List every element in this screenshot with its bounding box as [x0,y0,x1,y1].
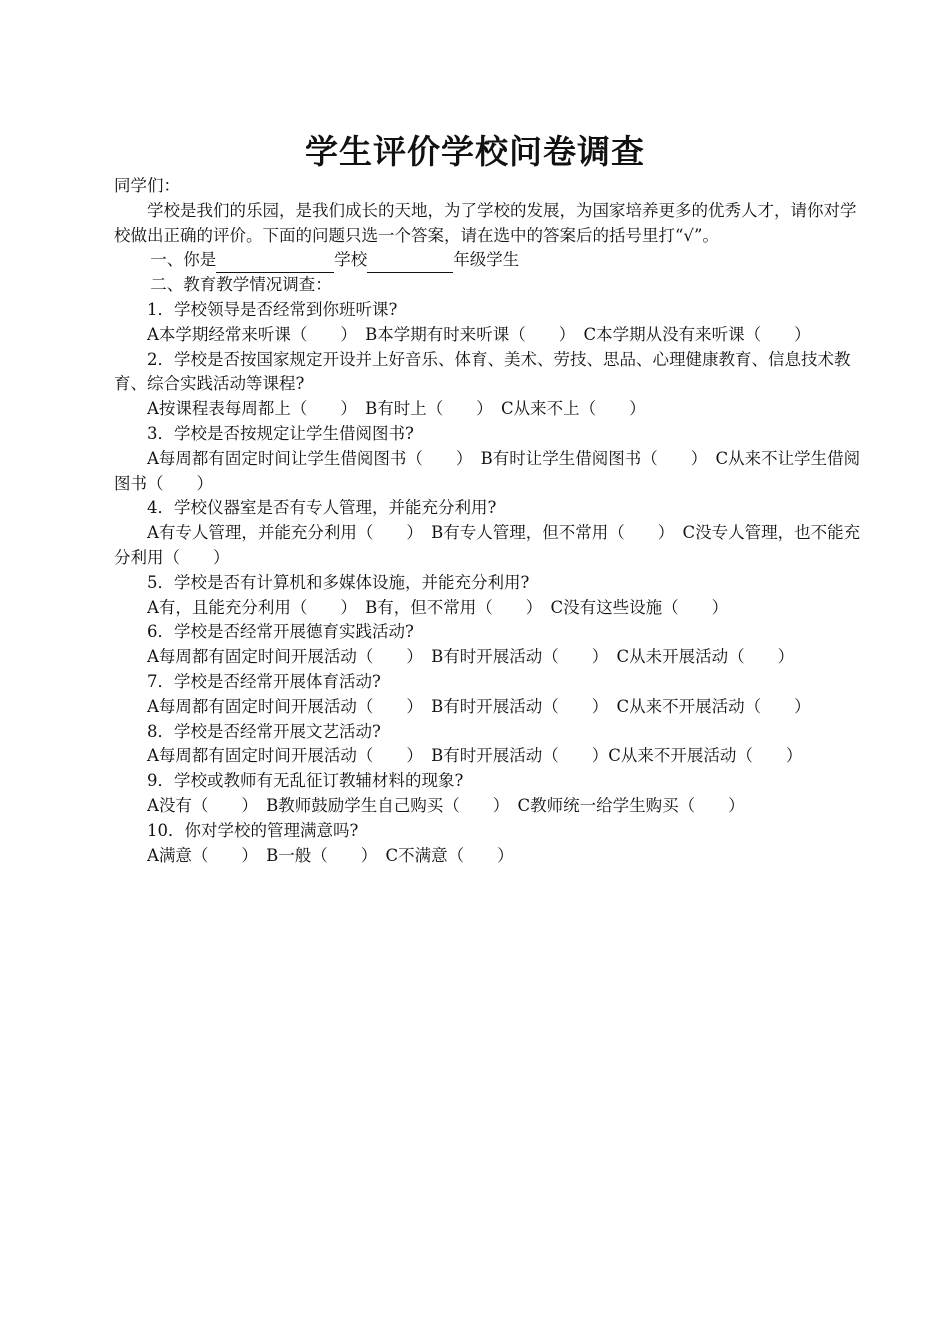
survey-body [114,174,864,868]
section-1-suffix: 年级学生 [453,250,520,270]
question-5: 5．学校是否有计算机和多媒体设施，并能充分利用? [147,572,530,592]
question-2: 2．学校是否按国家规定开设并上好音乐、体育、美术、劳技、思品、心理健康教育、信息技术教育、综合实践活动等课程? [114,349,851,394]
question-1: 1．学校领导是否经常到你班听课? [147,299,398,319]
section-1-line [114,248,864,273]
question-10: 10．你对学校的管理满意吗? [147,820,359,840]
question-8-options: A每周都有固定时间开展活动（ ） B有时开展活动（ ）C从来不开展活动（ ） [147,746,803,766]
question-7-options: A每周都有固定时间开展活动（ ） B有时开展活动（ ） C从来不开展活动（ ） [147,696,811,716]
question-7: 7．学校是否经常开展体育活动? [147,671,381,691]
question-4-options: A有专人管理，并能充分利用（ ） B有专人管理，但不常用（ ） C没专人管理，也不能充分利用（ ） [114,523,861,567]
section-2-title: 二、教育教学情况调查： [150,275,332,295]
school-blank[interactable] [216,254,334,273]
grade-blank[interactable] [367,254,453,273]
intro-paragraph: 学校是我们的乐园，是我们成长的天地，为了学校的发展，为国家培养更多的优秀人才，请你对学校做出正确的评价。下面的问题只选一个答案，请在选中的答案后的括号里打“√”。 [114,200,857,245]
question-3: 3．学校是否按规定让学生借阅图书? [147,423,414,443]
question-6: 6．学校是否经常开展德育实践活动? [147,622,414,642]
question-1-options: A本学期经常来听课（ ） B本学期有时来听课（ ） C本学期从没有来听课（ ） [147,324,811,344]
question-9-options: A没有（ ） B教师鼓励学生自己购买（ ） C教师统一给学生购买（ ） [147,795,745,815]
question-4: 4．学校仪器室是否有专人管理，并能充分利用? [147,498,497,518]
question-6-options: A每周都有固定时间开展活动（ ） B有时开展活动（ ） C从未开展活动（ ） [147,647,795,667]
question-9: 9．学校或教师有无乱征订教辅材料的现象? [147,771,464,791]
document-title: 学生评价学校问卷调查 [305,132,645,171]
question-8: 8．学校是否经常开展文艺活动? [147,721,381,741]
question-10-options: A满意（ ） B一般（ ） C不满意（ ） [147,845,514,865]
section-1-mid: 学校 [334,250,368,270]
greeting: 同学们： [114,176,180,195]
section-1-prefix: 一、你是 [150,250,217,270]
question-2-options: A按课程表每周都上（ ） B有时上（ ） C从来不上（ ） [147,399,646,419]
question-5-options: A有，且能充分利用（ ） B有，但不常用（ ） C没有这些设施（ ） [147,597,729,617]
question-3-options: A每周都有固定时间让学生借阅图书（ ） B有时让学生借阅图书（ ） C从来不让学生借阅图书（ ） [114,448,861,493]
